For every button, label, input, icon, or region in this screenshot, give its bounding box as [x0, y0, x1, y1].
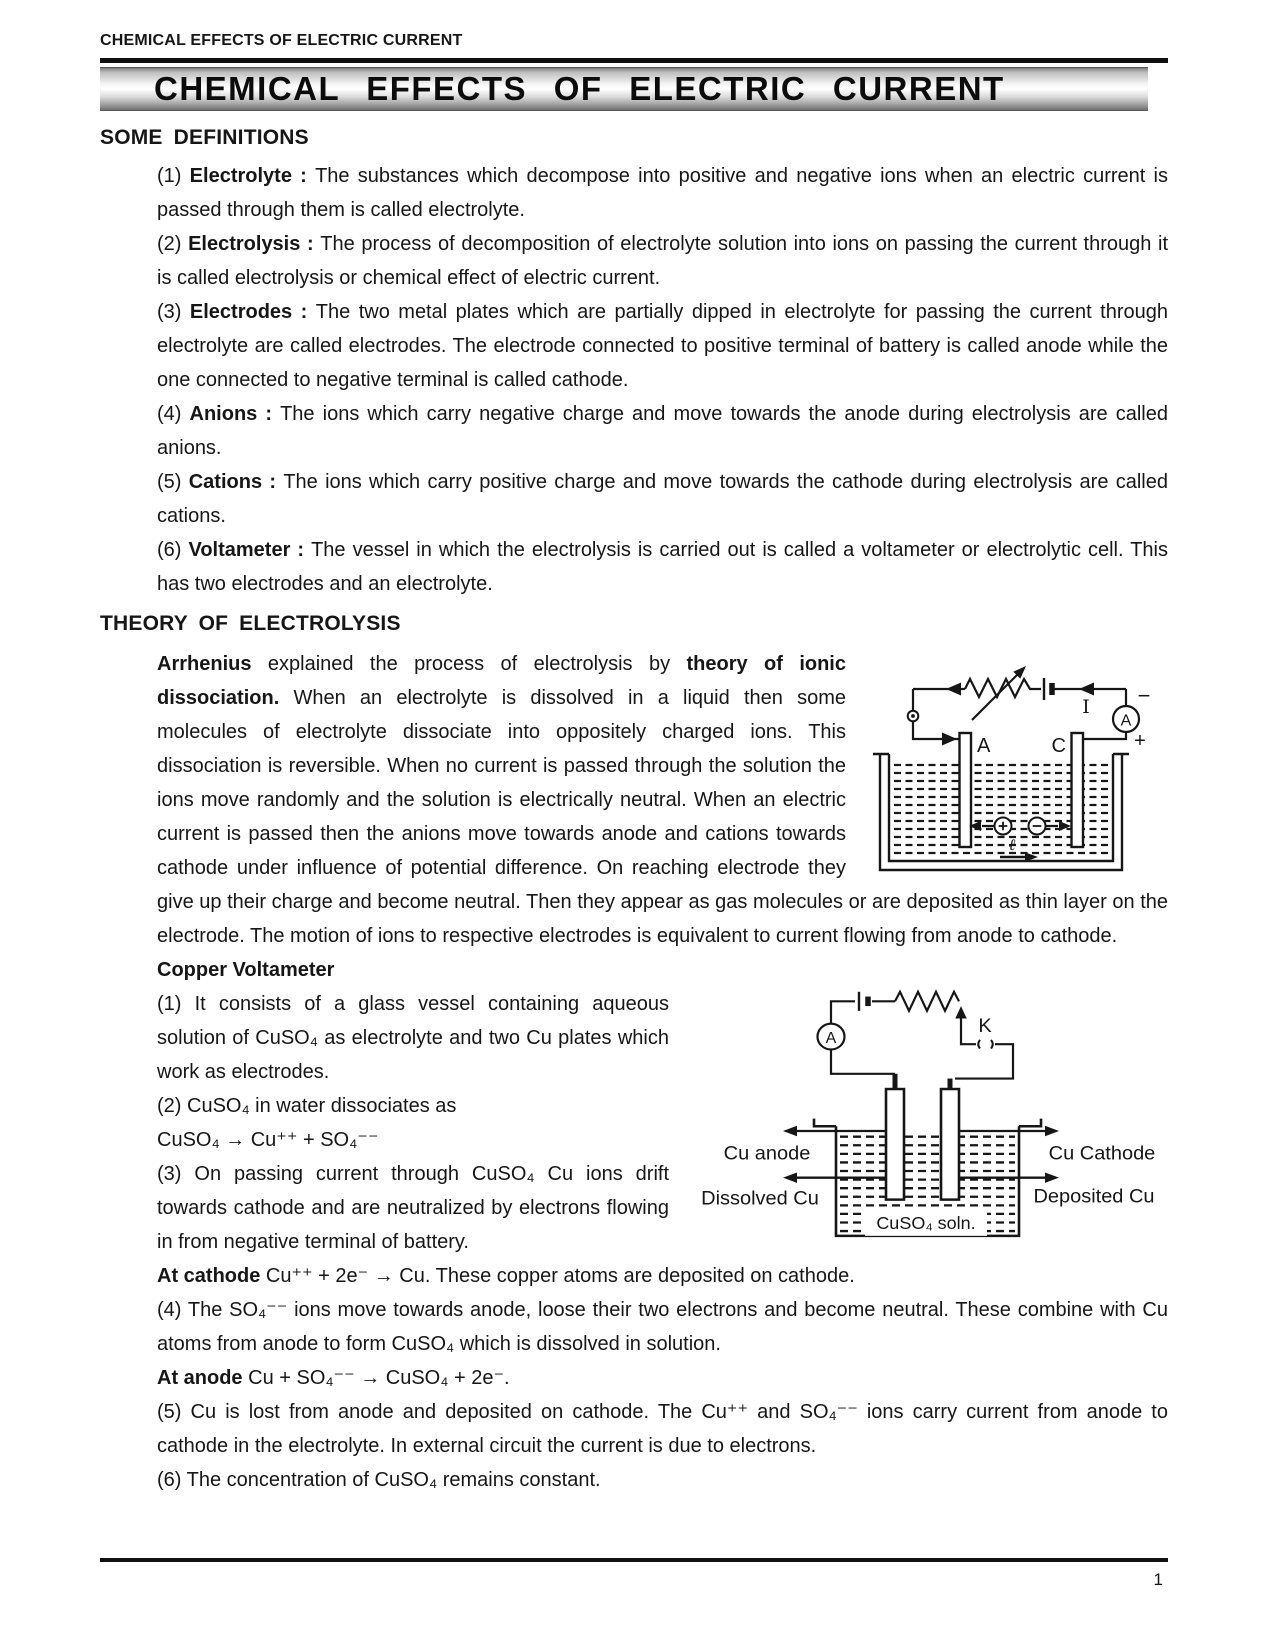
circuit-wires — [913, 672, 1126, 739]
copper-paragraph: (3) On passing current through CuSO₄ Cu ions drift towards cathode and are neutralized by electrons flowing in from negative terminal of battery. — [157, 1163, 669, 1253]
copper-formula: CuSO₄ → Cu⁺⁺ + SO₄⁻⁻ — [157, 1129, 379, 1151]
cathode-label: C — [1051, 735, 1066, 757]
plus-label: + — [1134, 730, 1146, 752]
page-number: 1 — [1153, 1570, 1163, 1589]
definition-paragraph: (5) Cations : The ions which carry positive charge and move towards the cathode during electrolysis are called cations. — [157, 471, 1168, 527]
copper-paragraph: At anode Cu + SO₄⁻⁻ → CuSO₄ + 2e⁻. — [157, 1367, 510, 1389]
cu-anode-label: Cu anode — [723, 1142, 811, 1165]
page-title: CHEMICAL EFFECTS OF ELECTRIC CURRENT — [154, 70, 1005, 107]
running-title: CHEMICAL EFFECTS OF ELECTRIC CURRENT — [100, 32, 463, 49]
definition-paragraph: (2) Electrolysis : The process of decomposition of electrolyte solution into ions on passing the current through it is called electrolysis or chemical effect of electric current. — [157, 233, 1169, 289]
minus-label: − — [1137, 683, 1151, 708]
key-label: K — [978, 1015, 992, 1037]
title-banner — [100, 67, 1148, 111]
deposited-cu-label: Deposited Cu — [1033, 1185, 1155, 1208]
anode-label: A — [977, 735, 991, 757]
theory-paragraph: Arrhenius explained the process of electrolysis by theory of ionic dissociation. When an electrolyte is dissolved in a liquid then some molecules of electrolyte dissociate into oppositely charged ions. This dissociation is reversible. When no current is passed through the solution the ions move randomly and the solution is electrically neutral. When an electric current is passed then the anions move towards anode and cations towards cathode under influence of potential difference. On reaching electrode they give up their charge and become neutral. Then they appear as gas molecules or are deposited as thin layer on the electrode. The motion of ions to respective electrodes is equivalent to current flowing from anode to cathode. — [157, 653, 1168, 947]
header-rule — [100, 58, 1168, 63]
definition-paragraph: (1) Electrolyte : The substances which decompose into positive and negative ions when an electric current is passed through them is called electrolyte. — [157, 165, 1169, 221]
solution-label: CuSO₄ soln. — [876, 1213, 976, 1234]
ammeter-label: A — [825, 1030, 837, 1047]
copper-paragraph: (2) CuSO₄ in water dissociates as — [157, 1095, 457, 1117]
footer-rule — [100, 1558, 1168, 1562]
copper-paragraph: (4) The SO₄⁻⁻ ions move towards anode, loose their two electrons and become neutral. These combine with Cu atoms from anode to form CuSO₄ which is dissolved in solution. — [157, 1299, 1168, 1355]
figure-copper-voltameter — [683, 967, 1168, 1253]
copper-voltameter-section — [100, 953, 1168, 1497]
page-content — [100, 32, 1168, 1497]
terminal-dot — [911, 714, 915, 718]
copper-paragraph: (1) It consists of a glass vessel containing aqueous solution of CuSO₄ as electrolyte and two Cu plates which work as electrodes. — [157, 993, 669, 1083]
key-switch-icon — [991, 1040, 993, 1049]
anode-plate — [960, 733, 972, 847]
copper-voltameter-heading: Copper Voltameter — [157, 959, 335, 981]
cu-cathode-label: Cu Cathode — [1048, 1142, 1156, 1165]
section-heading-definitions: SOME DEFINITIONS — [100, 126, 309, 149]
figure-ionic-dissociation — [860, 649, 1168, 874]
anode-plate — [886, 1089, 904, 1200]
rheostat-arrowhead — [955, 1006, 966, 1018]
copper-paragraph: At cathode Cu⁺⁺ + 2e⁻ → Cu. These copper atoms are deposited on cathode. — [157, 1265, 855, 1287]
resistor-icon — [895, 992, 959, 1011]
theory-section — [100, 647, 1168, 953]
dissolved-cu-label: Dissolved Cu — [701, 1187, 819, 1210]
length-label: ℓ — [1008, 835, 1016, 854]
copper-paragraph: (6) The concentration of CuSO₄ remains constant. — [157, 1469, 601, 1491]
section-heading-theory: THEORY OF ELECTROLYSIS — [100, 612, 401, 635]
ammeter-label: A — [1120, 712, 1132, 730]
definition-paragraph: (4) Anions : The ions which carry negative charge and move towards the anode during electrolysis are called anions. — [157, 403, 1168, 459]
definition-paragraph: (6) Voltameter : The vessel in which the electrolysis is carried out is called a voltameter or electrolytic cell. This has two electrodes and an electrolyte. — [157, 539, 1168, 595]
definition-paragraph: (3) Electrodes : The two metal plates which are partially dipped in electrolyte for passing the current through electrolyte are called electrodes. The electrode connected to positive terminal of battery is called anode while the one connected to negative terminal is called cathode. — [157, 301, 1168, 391]
cathode-plate — [1072, 733, 1084, 847]
cathode-plate — [941, 1089, 959, 1200]
current-label: I — [1082, 696, 1090, 718]
key-switch-icon — [978, 1040, 980, 1049]
copper-paragraph: (5) Cu is lost from anode and deposited on cathode. The Cu⁺⁺ and SO₄⁻⁻ ions carry current from anode to cathode in the electrolyte. In external circuit the current is due to electrons. — [157, 1401, 1168, 1457]
